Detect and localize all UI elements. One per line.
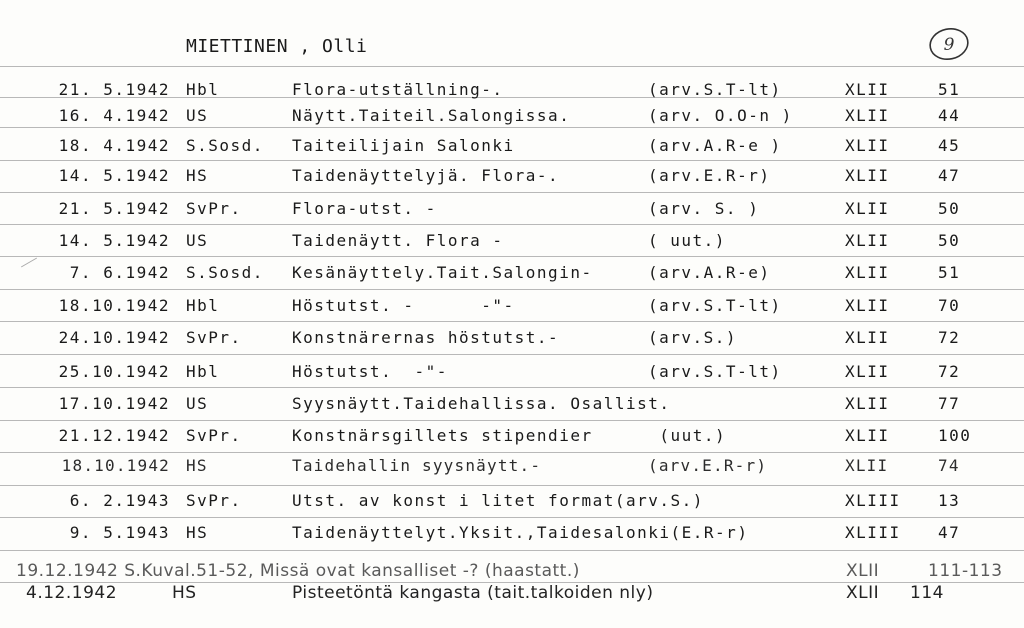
entry-ref: (arv.A.R-e)	[648, 263, 771, 282]
entry-title: Taidenäyttelyt.Yksit.,Taidesalonki(E.R-r)	[292, 523, 749, 542]
entry-title: Syysnäytt.Taidehallissa. Osallist.	[292, 394, 671, 413]
ruled-line	[0, 550, 1024, 551]
entry-line: 19.12.1942 S.Kuval.51-52, Missä ovat kansalliset -? (haastatt.)	[16, 561, 580, 581]
entry-paper: S.Sosd.	[186, 263, 264, 282]
ruled-line	[0, 321, 1024, 322]
entry-date: 7. 6.1942	[69, 263, 170, 282]
entry-row	[0, 357, 1024, 387]
entry-title: Taidehallin syysnäytt.-	[292, 456, 542, 475]
entry-row	[0, 389, 1024, 419]
entry-row	[0, 421, 1024, 451]
entry-row	[0, 518, 1024, 548]
entry-date: 14. 5.1942	[58, 231, 170, 250]
entry-date: 18.10.1942	[58, 296, 170, 315]
entry-title: Utst. av konst i litet format(arv.S.)	[292, 491, 704, 510]
entry-paper: HS	[172, 583, 197, 603]
ruled-line	[0, 224, 1024, 225]
entry-row	[0, 291, 1024, 321]
entry-title: Flora-utställning-.	[292, 80, 504, 99]
entry-title: Höstutst. - -"-	[292, 296, 515, 315]
entry-page: 44	[938, 106, 961, 125]
entry-vol: XLII	[845, 426, 890, 445]
entry-row	[0, 101, 1024, 131]
entry-date: 21. 5.1942	[58, 80, 170, 99]
entry-vol: XLII	[845, 199, 890, 218]
entry-paper: US	[186, 106, 209, 125]
entry-title: Konstnärsgillets stipendier (uut.)	[292, 426, 727, 445]
entry-ref: (arv. S. )	[648, 199, 760, 218]
entry-page: 13	[938, 491, 961, 510]
entry-page: 50	[938, 231, 961, 250]
entry-vol: XLIII	[845, 491, 901, 510]
entry-vol: XLII	[845, 263, 890, 282]
entry-page: 114	[910, 583, 944, 603]
entry-paper: SvPr.	[186, 199, 242, 218]
entry-date: 21.12.1942	[58, 426, 170, 445]
ruled-line	[0, 354, 1024, 355]
entry-paper: Hbl	[186, 296, 220, 315]
entry-date: 18.10.1942	[61, 456, 170, 475]
entry-vol: XLIII	[845, 523, 901, 542]
entry-page: 100	[938, 426, 972, 445]
entry-paper: SvPr.	[186, 426, 242, 445]
entry-paper: HS	[186, 456, 208, 475]
entry-row	[0, 323, 1024, 353]
header-rule	[0, 66, 1024, 67]
entry-vol: XLII	[845, 362, 890, 381]
entry-row	[0, 226, 1024, 256]
entry-title: Kesänäyttely.Tait.Salongin-	[292, 263, 593, 282]
entry-ref: ( uut.)	[648, 231, 726, 250]
entry-page: 77	[938, 394, 961, 413]
entry-vol: XLII	[845, 328, 890, 347]
entry-ref: (arv.S.T-lt)	[648, 362, 782, 381]
entry-vol: XLII	[845, 80, 890, 99]
entry-vol: XLII	[845, 231, 890, 250]
entry-title: Pisteetöntä kangasta (tait.talkoiden nly)	[292, 583, 654, 603]
entry-row	[0, 131, 1024, 161]
entry-ref: (arv. O.O-n )	[648, 106, 793, 125]
entry-page: 72	[938, 328, 961, 347]
entry-vol: XLII	[845, 166, 890, 185]
ruled-line	[0, 387, 1024, 388]
entry-date: 14. 5.1942	[58, 166, 170, 185]
entry-date: 9. 5.1943	[69, 523, 170, 542]
entry-paper: HS	[186, 523, 209, 542]
entry-ref: (arv.S.)	[648, 328, 738, 347]
ruled-line	[0, 289, 1024, 290]
entry-vol: XLII	[845, 394, 890, 413]
card-name: MIETTINEN , Olli	[186, 36, 368, 57]
entry-date: 18. 4.1942	[58, 136, 170, 155]
typed-entry-last	[0, 578, 1024, 608]
entry-title: Höstutst. -"-	[292, 362, 448, 381]
entry-page: 51	[938, 263, 961, 282]
entry-vol: XLII	[845, 456, 889, 475]
entry-volume: XLII	[846, 583, 880, 603]
entry-paper: SvPr.	[186, 328, 242, 347]
entry-vol: XLII	[845, 136, 890, 155]
entry-page: 70	[938, 296, 961, 315]
number-stamp	[927, 26, 971, 62]
ruled-line	[0, 256, 1024, 257]
entry-paper: US	[186, 231, 209, 250]
entry-paper: S.Sosd.	[186, 136, 264, 155]
entry-vol: XLII	[845, 106, 890, 125]
entry-volume: XLII	[846, 561, 880, 581]
entry-page: 47	[938, 166, 961, 185]
entry-date: 4.12.1942	[26, 583, 118, 603]
entry-date: 25.10.1942	[58, 362, 170, 381]
entry-title: Taidenäytt. Flora -	[292, 231, 504, 250]
entry-page: 72	[938, 362, 961, 381]
entry-date: 21. 5.1942	[58, 199, 170, 218]
entry-paper: Hbl	[186, 362, 220, 381]
entry-paper: HS	[186, 166, 209, 185]
entry-page: 50	[938, 199, 961, 218]
entry-ref: (arv.S.T-lt)	[648, 80, 782, 99]
entry-paper: Hbl	[186, 80, 220, 99]
entry-ref: (arv.S.T-lt)	[648, 296, 782, 315]
entry-page: 45	[938, 136, 961, 155]
entry-ref: (arv.A.R-e )	[648, 136, 782, 155]
entry-date: 6. 2.1943	[69, 491, 170, 510]
entry-page: 111-113	[928, 561, 1003, 581]
entry-date: 16. 4.1942	[58, 106, 170, 125]
entry-row	[0, 194, 1024, 224]
entry-title: Flora-utst. -	[292, 199, 437, 218]
entry-row	[0, 451, 1024, 481]
entry-paper: SvPr.	[186, 491, 242, 510]
entry-title: Taidenäyttelyjä. Flora-.	[292, 166, 560, 185]
stamp-circle-icon	[927, 26, 971, 62]
entry-ref: (arv.E.R-r)	[648, 166, 771, 185]
entry-paper: US	[186, 394, 209, 413]
entry-title: Konstnärernas höstutst.-	[292, 328, 560, 347]
entry-date: 24.10.1942	[58, 328, 170, 347]
stamp-number: 9	[943, 35, 955, 55]
entry-row	[0, 486, 1024, 516]
entry-ref: (arv.E.R-r)	[648, 456, 768, 475]
ruled-line	[0, 192, 1024, 193]
entry-page: 51	[938, 80, 961, 99]
entry-vol: XLII	[845, 296, 890, 315]
entry-row	[0, 161, 1024, 191]
entry-page: 74	[938, 456, 960, 475]
entry-title: Näytt.Taiteil.Salongissa.	[292, 106, 571, 125]
entry-row	[0, 258, 1024, 288]
entry-page: 47	[938, 523, 961, 542]
entry-date: 17.10.1942	[58, 394, 170, 413]
entry-title: Taiteilijain Salonki	[292, 136, 515, 155]
